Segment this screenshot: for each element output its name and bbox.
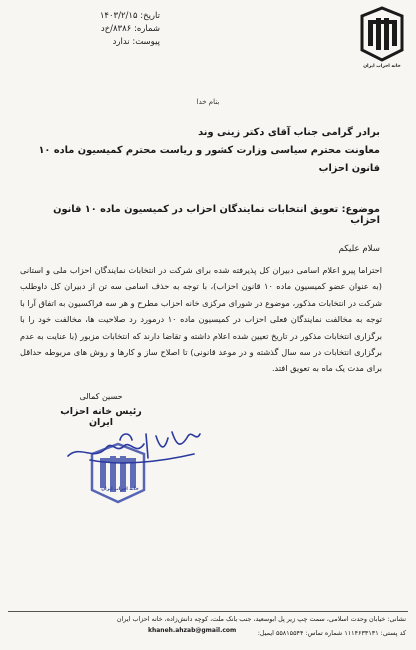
footer-address: نشانی: خیابان وحدت اسلامی، سمت چپ زیر پل ابوسعید، جنب بانک ملت، کوچه دانش‌زاده، خانه احزاب ایران [116,615,406,623]
signatory-title: رئیس خانه احزاب ایران [60,406,142,428]
footer-email[interactable]: khaneh.ahzab@gmail.com [148,627,237,634]
addressee-line-2: معاونت محترم سیاسی وزارت کشور و ریاست محترم کمیسیون ماده ۱۰ قانون احزاب [38,145,380,174]
letter-number: شماره: ۸۳۸۶/خ‌د [100,24,160,34]
footer-contact: کد پستی: ۱۱۱۴۶۳۳۱۳۱ شماره تماس: ۵۵۸۱۵۵۴۴ ایمیل: [257,629,406,637]
addressee [20,124,380,178]
stamp-caption: خانه احزاب ایران [101,487,139,492]
logo-caption: خانه احزاب ایران [363,64,401,69]
letter-subject: موضوع: تعویق انتخابات نمایندگان احزاب در کمیسیون ماده ۱۰ قانون احزاب [53,204,380,226]
handwritten-signature [60,414,210,474]
letter-meta [64,10,160,49]
letter-body: احتراما پیرو اعلام اسامی دبیران کل پذیرفته شده برای شرکت در انتخابات نمایندگان احزاب ملی و استانی (به عنوان عضو کمیسیون ماده ۱۰ قانون احزاب)، با توجه به حذف اسامی سه تن از دبیران کل داوطلب شرکت در انتخابات مذکور، موضوع در شورای مرکزی خانه احزاب مطرح و هر سه فراکسیون به اتفاق آرا با توجه به مخالفت نمایندگان فعلی احزاب در کمیسیون ماده ۱۰ درمورد رد صلاحیت ها، مخالفت خود را با برگزاری انتخابات مذکور در تاریخ تعیین شده اعلام داشته و تقاضا دارند که انتخابات مزبور (با عنایت به عدم برگزاری انتخابات در سه سال گذشته و در موعد قانونی) تا اصلاح ساز و کارها و روش های مربوطه حداقل برای مدت یک ماه به تعویق افتد. [20,265,383,374]
greeting: سلام علیکم [338,244,380,254]
bismillah: بنام خدا [196,98,220,106]
footer-divider [8,611,408,612]
signatory-name: حسین کمالی [79,392,123,401]
letter-date: تاریخ: ۱۴۰۳/۲/۱۵ [99,11,160,21]
addressee-line-1: برادر گرامی جناب آقای دکتر زینی وند [198,127,380,138]
letter-attachment: پیوست: ندارد [112,37,160,47]
